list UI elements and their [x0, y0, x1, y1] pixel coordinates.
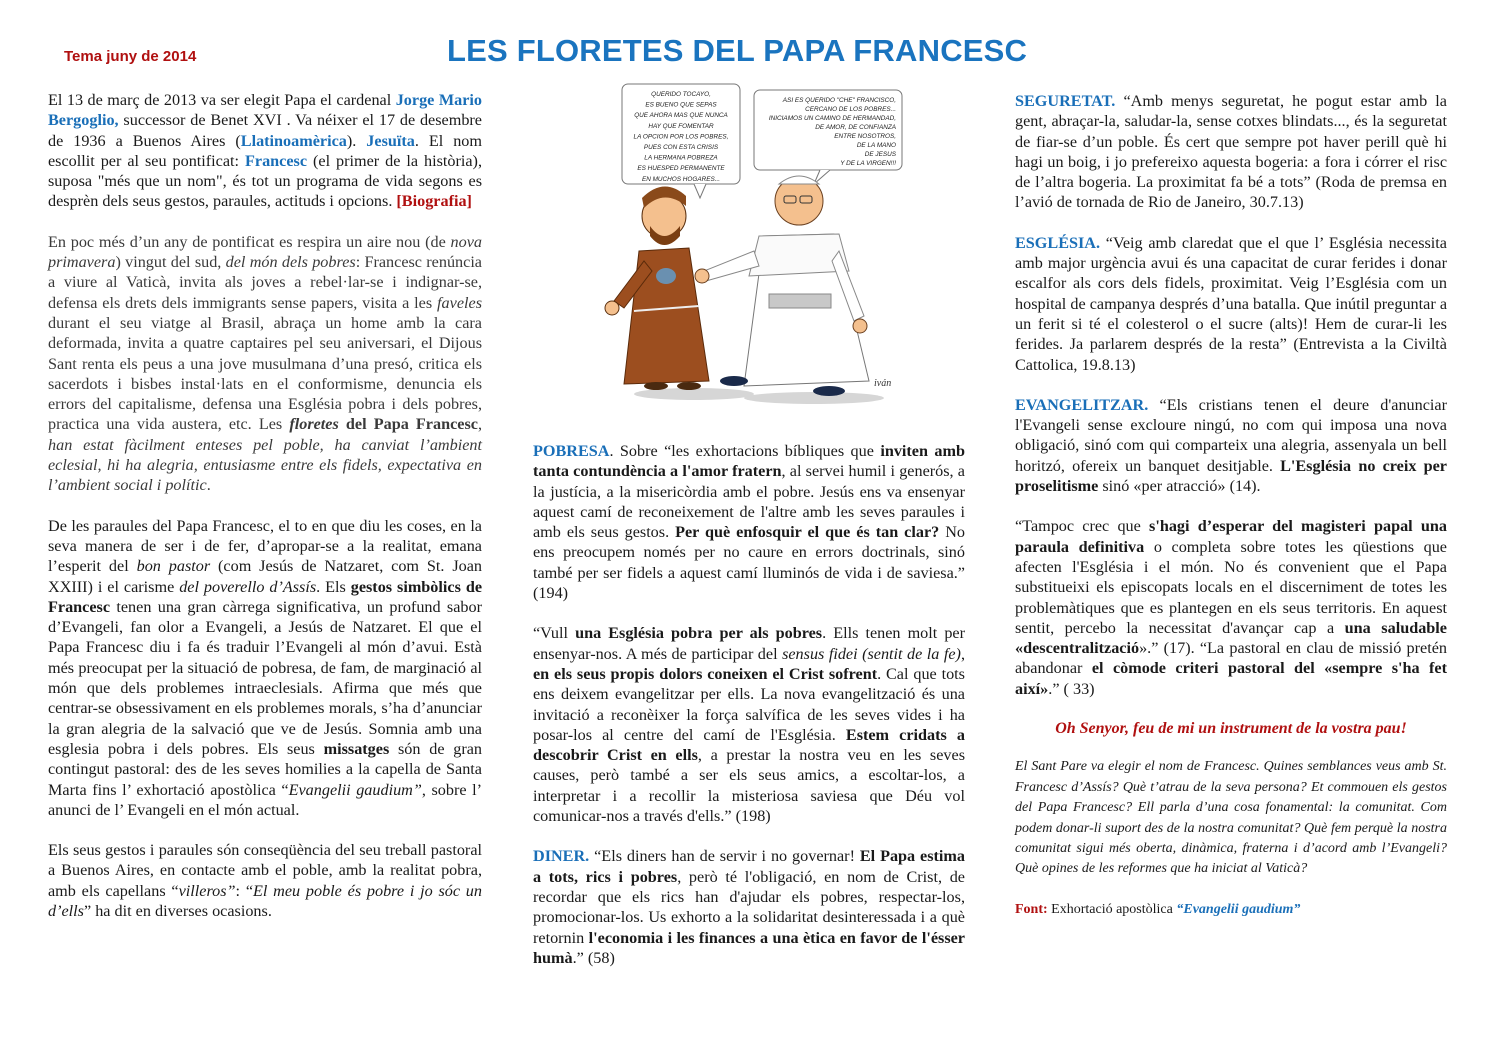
paragraph-pontificate: En poc més d’un any de pontificat es respira un aire nou (de nova primavera) vingut del sud, del món dels pobres: Francesc renúncia a viure al Vaticà, invita als joves a rebel·lar-se i indignar-se, defensa els drets dels immigrants sense papers, visita a les faveles durant el seu viatge al Brasil, abraça un home amb la cara deformada, invita a quatre captaires pel seu aniversari, el Dijous Sant renta els peus a una jove musulmana d’una presó, critica els sacerdots i bisbes instal·lats en el conformisme, denuncia els errors del capitalisme, defensa una Església pobra i dels pobres, practica una vida austera, etc. Les floretes del Papa Francesc, han estat fàcilment enteses pel poble, ha canviat l’ambient eclesial, hi ha alegria, entusiasme entre els fidels, expectativa en l’ambient social i polític.	[48, 232, 482, 495]
speech-line: ENTRE NOSOTROS,	[834, 133, 896, 140]
speech-line: CERCANO DE LOS POBRES...	[805, 106, 896, 113]
speech-line: INICIAMOS UN CAMINO DE HERMANDAD,	[768, 115, 896, 122]
speech-bubble-right	[754, 90, 902, 184]
speech-line: ES HUESPED PERMANENTE	[637, 165, 725, 173]
section-esglesia: ESGLÉSIA. “Veig amb claredat que el que l’ Església necessita amb major urgència avui és una capacitat de curar ferides i donar escalfor als cors dels fidels, proximitat. Veig l’Església com un hospital de campanya després d’una batalla. Que inútil preguntar a un ferit si té el colesterol o el sucre (alts)! Hem de curar-li les ferides. Ja parlarem després de la resta” (Entrevista a la Civiltà Cattolica, 19.8.13)	[1015, 233, 1447, 374]
biografia-link[interactable]: [Biografia]	[396, 192, 472, 211]
header-date: Tema juny de 2014	[64, 48, 197, 65]
speech-line: EN MUCHOS HOGARES...	[641, 175, 721, 183]
section-pobresa: POBRESA. Sobre “les exhortacions bíbliques que inviten amb tanta contundència a l'amor fratern, al servei humil i generós, a la justícia, a la misericòrdia amb el pobre. Jesús ens va ensenyar aquest camí de reconeixement de l'altre amb les seves paraules i amb els seus gestos. Per què enfosquir el que és tan clar? No ens preocupem només per no caure en errors doctrinals, sinó també per ser fidels a aquest camí lluminós de vida i de saviesa.” (194)	[533, 442, 965, 603]
source-line: Font: Exhortació apostòlica “Evangelii gaudium”	[1015, 901, 1301, 917]
speech-line: QUE AHORA MAS QUE NUNCA	[634, 112, 728, 120]
speech-line: DE AMOR, DE CONFIANZA	[815, 124, 896, 131]
prayer-line: Oh Senyor, feu de mi un instrument de la vostra pau!	[1055, 720, 1407, 738]
artist-signature: iván	[874, 378, 892, 389]
section-heading: DINER.	[533, 847, 590, 866]
speech-line: QUERIDO TOCAYO,	[651, 91, 711, 98]
speech-line: DE LA MANO	[856, 142, 896, 149]
section-heading: EVANGELITZAR.	[1015, 395, 1149, 414]
source-title: “Evangelii gaudium”	[1176, 901, 1301, 917]
speech-bubble-left	[622, 84, 740, 198]
speech-line: Y DE LA VIRGEN!!!	[840, 160, 896, 167]
section-heading: SEGURETAT.	[1015, 92, 1116, 110]
section-evangelitzar: EVANGELITZAR. “Els cristians tenen el deure d'anunciar l'Evangeli sense excloure ningú, no com qui imposa una nova obligació, sinó com qui comparteix una alegria, assenyala un bell horitzó, ofereix un banquet desitjable. L'Església no creix per proselitisme sinó «per atracció» (14).	[1015, 395, 1447, 496]
paragraph-gestures: Els seus gestos i paraules són conseqüència del seu treball pastoral a Buenos Aires, en contacte amb el poble, amb la realitat pobra, amb els capellans “villeros”: “El meu poble és pobre i jo sóc un d’ells” ha dit en diverses ocasions.	[48, 841, 482, 920]
speech-line: HAY QUE FOMENTAR	[648, 122, 714, 130]
section-seguretat: SEGURETAT. “Amb menys seguretat, he pogut estar amb la gent, abraçar-la, saludar-la, sense cotxes blindats..., és la seguretat de fiar-se d’un poble. És cert que sempre pot haver perill què hi hagi un boig, i jo prefereixo aquesta bogeria: a fora i córrer el risc de l’altra bogeria. La proximitat fa bé a tots” (Roda de premsa en l’avió de tornada de Rio de Janeiro, 30.7.13)	[1015, 92, 1447, 212]
paragraph-words: De les paraules del Papa Francesc, el to en que diu les coses, en la seva manera de ser i de fer, d’apropar-se a la realitat, emana l’esperit del bon pastor (com Jesús de Natzaret, com St. Joan XXIII) i el carisme del poverello d’Assís. Els gestos simbòlics de Francesc tenen una gran càrrega significativa, un profund sabor d’Evangeli, fan olor a Evangeli, a Jesús de Natzaret. El que el Papa Francesc diu i fa és traduir l’Evangeli al món d’avui. Està més preocupat per la situació de pobresa, de fam, de marginació al món que dels problemes intraeclesials. Afirma que més que centrar-se obsessivament en els problemes morals, s’ha d’anunciar la gran alegria de la salvació que ve de Jesús. Somnia amb una esglesia pobra i dels pobres. Els seus missatges són de gran contingut pastoral: des de les seves homilies a la capella de Santa Marta fins l’ exhortació apostòlica “Evangelii gaudium”, sobre l’ anunci de l’ Evangeli en el món actual.	[48, 516, 483, 819]
speech-line: DE JESUS	[864, 151, 896, 158]
speech-line: LA OPCION POR LOS POBRES,	[633, 133, 729, 141]
section-heading: POBRESA	[533, 442, 610, 460]
column-quotes-middle	[533, 441, 965, 988]
reflection-questions: El Sant Pare va elegir el nom de Francesc. Quines semblances veus amb St. Francesc d’Assís? Què t’atrau de la seva persona? Et commouen els gestos del Papa Francesc? Ell parla d’una cosa fonamental: la comunitat. Com podem donar-li suport des de la nostra comunitat? Què fem perquè la nostra comunitat sigui més oberta, dinàmica, fraterna i d’acord amb l’Evangeli? Què opines de les reformes que ha iniciat al Vaticà?	[1015, 759, 1447, 877]
section-tampoc: “Tampoc crec que s'hagi d’esperar del magisteri papal una paraula definitiva o completa sobre totes les qüestions que afecten l'Església i el món. No és convenient que el Papa substitueixi els episcopats locals en el discerniment de totes les problemàtiques que es plantegen en els seus territoris. En aquest sentit, percebo la necessitat d'avançar cap a una saludable «descentralització».” (17). “La pastoral en clau de missió pretén abandonar el còmode criteri pastoral del «sempre s'ha fet així».” ( 33)	[1015, 517, 1447, 698]
cartoon-illustration	[594, 76, 908, 416]
speech-line: LA HERMANA POBREZA	[644, 154, 718, 162]
name-highlight: Jorge Mario Bergoglio,	[48, 91, 482, 130]
column-intro	[48, 90, 482, 941]
section-diner: DINER. “Els diners han de servir i no governar! El Papa estima a tots, rics i pobres, però té l'obligació, en nom de Crist, de recordar que els rics han d'ajudar els pobres, respectar-los, promocionar-los. Us exhorto a la solidaritat desinteressada i a què retornin l'economia i les finances a una ètica en favor de l'ésser humà.” (58)	[533, 847, 965, 967]
paragraph-election: El 13 de març de 2013 va ser elegit Papa el cardenal Jorge Mario Bergoglio, successor de Benet XVI . Va néixer el 17 de desembre de 1936 a Buenos Aires (Llatinoamèrica). Jesuïta. El nom escollit per al seu pontificat: Francesc (el primer de la història), suposa "més que un nom", és tot un programa de vida segons es desprèn dels seus gestos, paraules, actituds i opcions. [Biografia]	[48, 91, 482, 211]
page-title: LES FLORETES DEL PAPA FRANCESC	[447, 33, 1028, 68]
speech-line: ASI ES QUERIDO "CHE" FRANCISCO,	[782, 97, 896, 104]
column-quotes-right	[1015, 91, 1447, 940]
speech-line: PUES CON ESTA CRISIS	[643, 144, 719, 151]
section-heading: ESGLÉSIA.	[1015, 233, 1101, 252]
section-vull: “Vull una Església pobra per als pobres. Ells tenen molt per ensenyar-nos. A més de participar del sensus fidei (sentit de la fe), en els seus propis dolors coneixen el Crist sofrent. Cal que tots ens deixem evangelitzar per ells. La nova evangelització és una invitació a reconèixer la força salvífica de les seves vides i ha posar-los al centre del camí de l'Església. Estem cridats a descobrir Crist en ells, a prestar la nostra veu en les seves causes, però també a ser els seus amics, a escoltar-los, a interpretar i a recollir la misteriosa saviesa que Déu vol comunicar-nos a través d'ells.” (198)	[533, 624, 966, 826]
svg-text:QUERIDO TOCAYO,ES BUENO QUE SE	[634, 91, 729, 183]
speech-line: ES BUENO QUE SEPAS	[645, 101, 717, 109]
